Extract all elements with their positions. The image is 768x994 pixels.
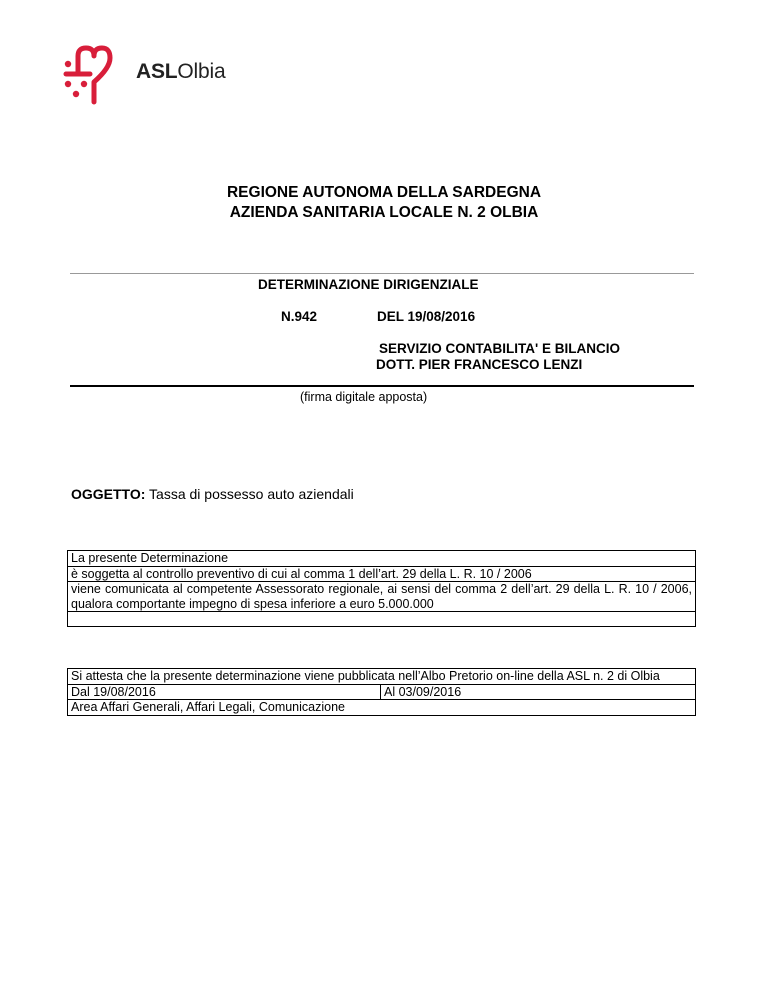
- control-table: [67, 550, 696, 627]
- service-manager: DOTT. PIER FRANCESCO LENZI: [376, 357, 583, 372]
- publication-table: [67, 668, 696, 716]
- control-row-preventive: è soggetta al controllo preventivo di cui al comma 1 dell’art. 29 della L. R. 10 / 2006: [68, 566, 696, 582]
- asl-olbia-logo: [56, 44, 256, 106]
- publication-office: Area Affari Generali, Affari Legali, Comunicazione: [68, 700, 696, 716]
- subject-line: [71, 486, 354, 502]
- logo-wordmark: ASLOlbia: [136, 60, 226, 83]
- publication-statement: Si attesta che la presente determinazione viene pubblicata nell’Albo Pretorio on-line della ASL n. 2 di Olbia: [68, 669, 696, 685]
- determination-title: DETERMINAZIONE DIRIGENZIALE: [258, 277, 479, 292]
- control-row-empty: [68, 612, 696, 627]
- service-name: SERVIZIO CONTABILITA' E BILANCIO: [379, 341, 620, 356]
- determination-date: DEL 19/08/2016: [377, 309, 476, 324]
- subject-label: OGGETTO:: [71, 486, 146, 502]
- signature-note: (firma digitale apposta): [300, 390, 428, 404]
- subject-text: Tassa di possesso auto aziendali: [145, 486, 354, 502]
- document-header: [0, 183, 768, 223]
- determination-number: N.942: [281, 309, 318, 324]
- heart-cross-icon: [56, 44, 128, 106]
- divider-top: [70, 273, 694, 274]
- divider-bottom: [70, 385, 694, 387]
- control-row-communicated: viene comunicata al competente Assessorato regionale, ai sensi del comma 2 dell’art. 29 della L. R. 10 / 2006, qualora comportante impegno di spesa inferiore a euro 5.000.000: [68, 582, 696, 612]
- control-row-intro: La presente Determinazione: [68, 551, 696, 567]
- publication-to-date: Al 03/09/2016: [381, 684, 696, 700]
- header-asl: AZIENDA SANITARIA LOCALE N. 2 OLBIA: [229, 204, 539, 221]
- header-region: REGIONE AUTONOMA DELLA SARDEGNA: [226, 184, 542, 201]
- service-block: [376, 341, 620, 373]
- publication-from-date: Dal 19/08/2016: [68, 684, 381, 700]
